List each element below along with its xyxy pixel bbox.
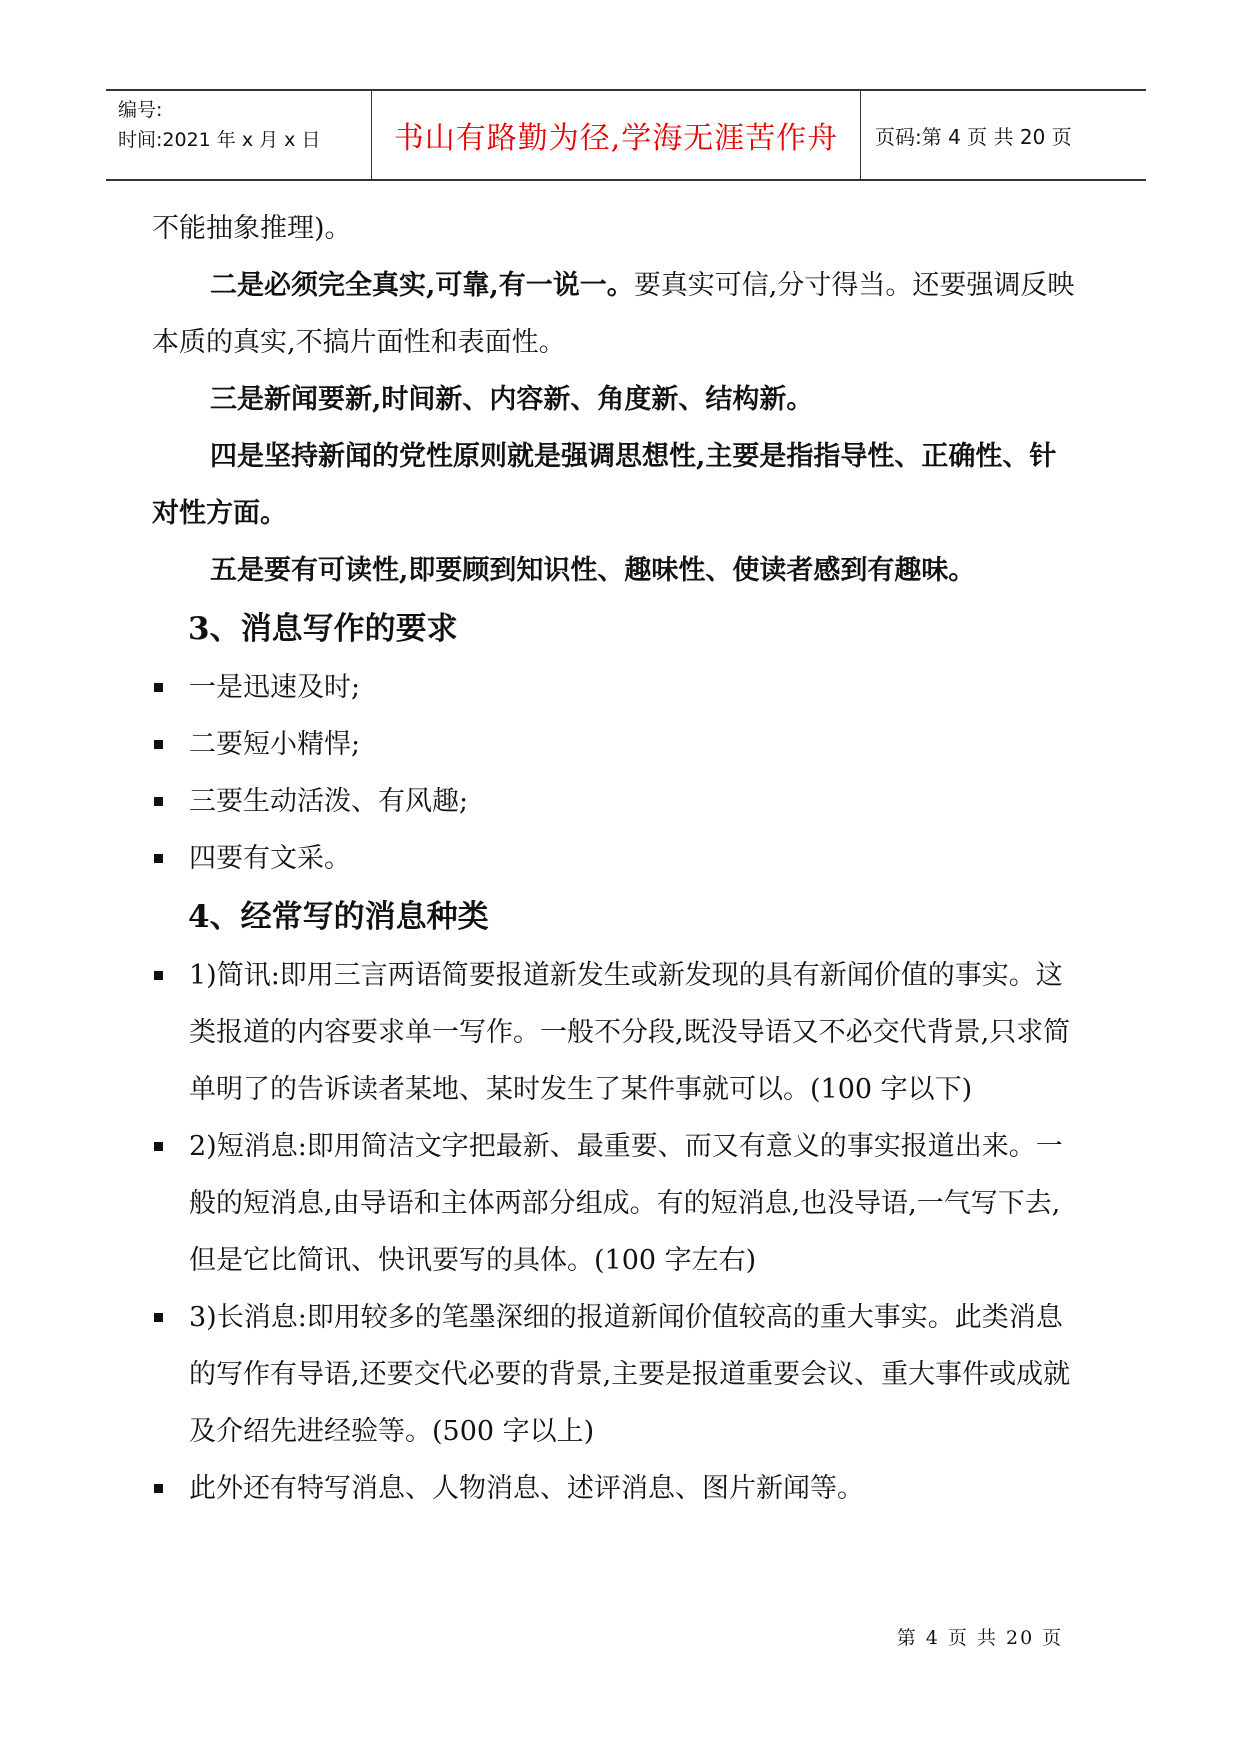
header-meta <box>106 91 371 179</box>
list-item <box>152 830 1082 887</box>
list-item <box>152 947 1082 1118</box>
paragraph-4: 四是坚持新闻的党性原则就是强调思想性,主要是指指导性、正确性、针对性方面。 <box>152 441 1057 529</box>
list-item-text: 四要有文采。 <box>189 843 351 874</box>
list-item-text: 此外还有特写消息、人物消息、述评消息、图片新闻等。 <box>189 1473 864 1504</box>
bullet-square-icon <box>154 854 163 863</box>
list-item-text: 1)简讯:即用三言两语简要报道新发生或新发现的具有新闻价值的事实。这类报道的内容要求单一写作。一般不分段,既没导语又不必交代背景,只求简单明了的告诉读者某地、某时发生了某件事就可以。(100 字以下) <box>189 960 1071 1105</box>
list-item-text: 三要生动活泼、有风趣; <box>189 786 469 817</box>
time-label: 时间:2021 年 x 月 x 日 <box>118 129 321 151</box>
page-label: 页码:第 4 页 共 20 页 <box>875 124 1072 149</box>
paragraph-2-bold: 二是必须完全真实,可靠,有一说一。 <box>210 270 634 301</box>
list-item-text: 二要短小精悍; <box>189 729 361 760</box>
list-item-text: 一是迅速及时; <box>189 672 361 703</box>
motto: 书山有路勤为径,学海无涯苦作舟 <box>393 121 839 156</box>
list-item <box>152 1460 1082 1517</box>
section-3-list <box>152 659 1082 887</box>
number-label: 编号: <box>118 99 163 121</box>
bullet-square-icon <box>154 971 163 980</box>
paragraph-3: 三是新闻要新,时间新、内容新、角度新、结构新。 <box>210 384 814 415</box>
header-page-cell <box>861 91 1146 179</box>
paragraph-5: 五是要有可读性,即要顾到知识性、趣味性、使读者感到有趣味。 <box>210 555 976 586</box>
bullet-square-icon <box>154 1313 163 1322</box>
bullet-square-icon <box>154 740 163 749</box>
bullet-square-icon <box>154 1142 163 1151</box>
paragraph-2-rest: 要真实可信,分寸得当。还要强调反映本质的真实,不搞片面性和表面性。 <box>152 270 1075 358</box>
bullet-square-icon <box>154 1484 163 1493</box>
list-item <box>152 773 1082 830</box>
paragraph-2 <box>152 257 1082 371</box>
list-item <box>152 716 1082 773</box>
bullet-square-icon <box>154 683 163 692</box>
section-4-title: 4、经常写的消息种类 <box>188 899 489 935</box>
list-item <box>152 1118 1082 1289</box>
page-footer: 第 4 页 共 20 页 <box>896 1627 1064 1649</box>
header-motto-cell <box>371 91 861 179</box>
list-item-text: 3)长消息:即用较多的笔墨深细的报道新闻价值较高的重大事实。此类消息的写作有导语,还要交代必要的背景,主要是报道重要会议、重大事件或成就及介绍先进经验等。(500 字以上) <box>189 1302 1071 1447</box>
section-3-title: 3、消息写作的要求 <box>188 611 458 647</box>
list-item <box>152 1289 1082 1460</box>
bullet-square-icon <box>154 797 163 806</box>
list-item-text: 2)短消息:即用简洁文字把最新、最重要、而又有意义的事实报道出来。一般的短消息,由导语和主体两部分组成。有的短消息,也没导语,一气写下去,但是它比简讯、快讯要写的具体。(100 字左右) <box>189 1131 1063 1276</box>
paragraph-1: 不能抽象推理)。 <box>152 213 352 244</box>
section-4-list <box>152 947 1082 1517</box>
document-body <box>152 200 1082 1517</box>
list-item <box>152 659 1082 716</box>
page-header <box>106 89 1146 181</box>
